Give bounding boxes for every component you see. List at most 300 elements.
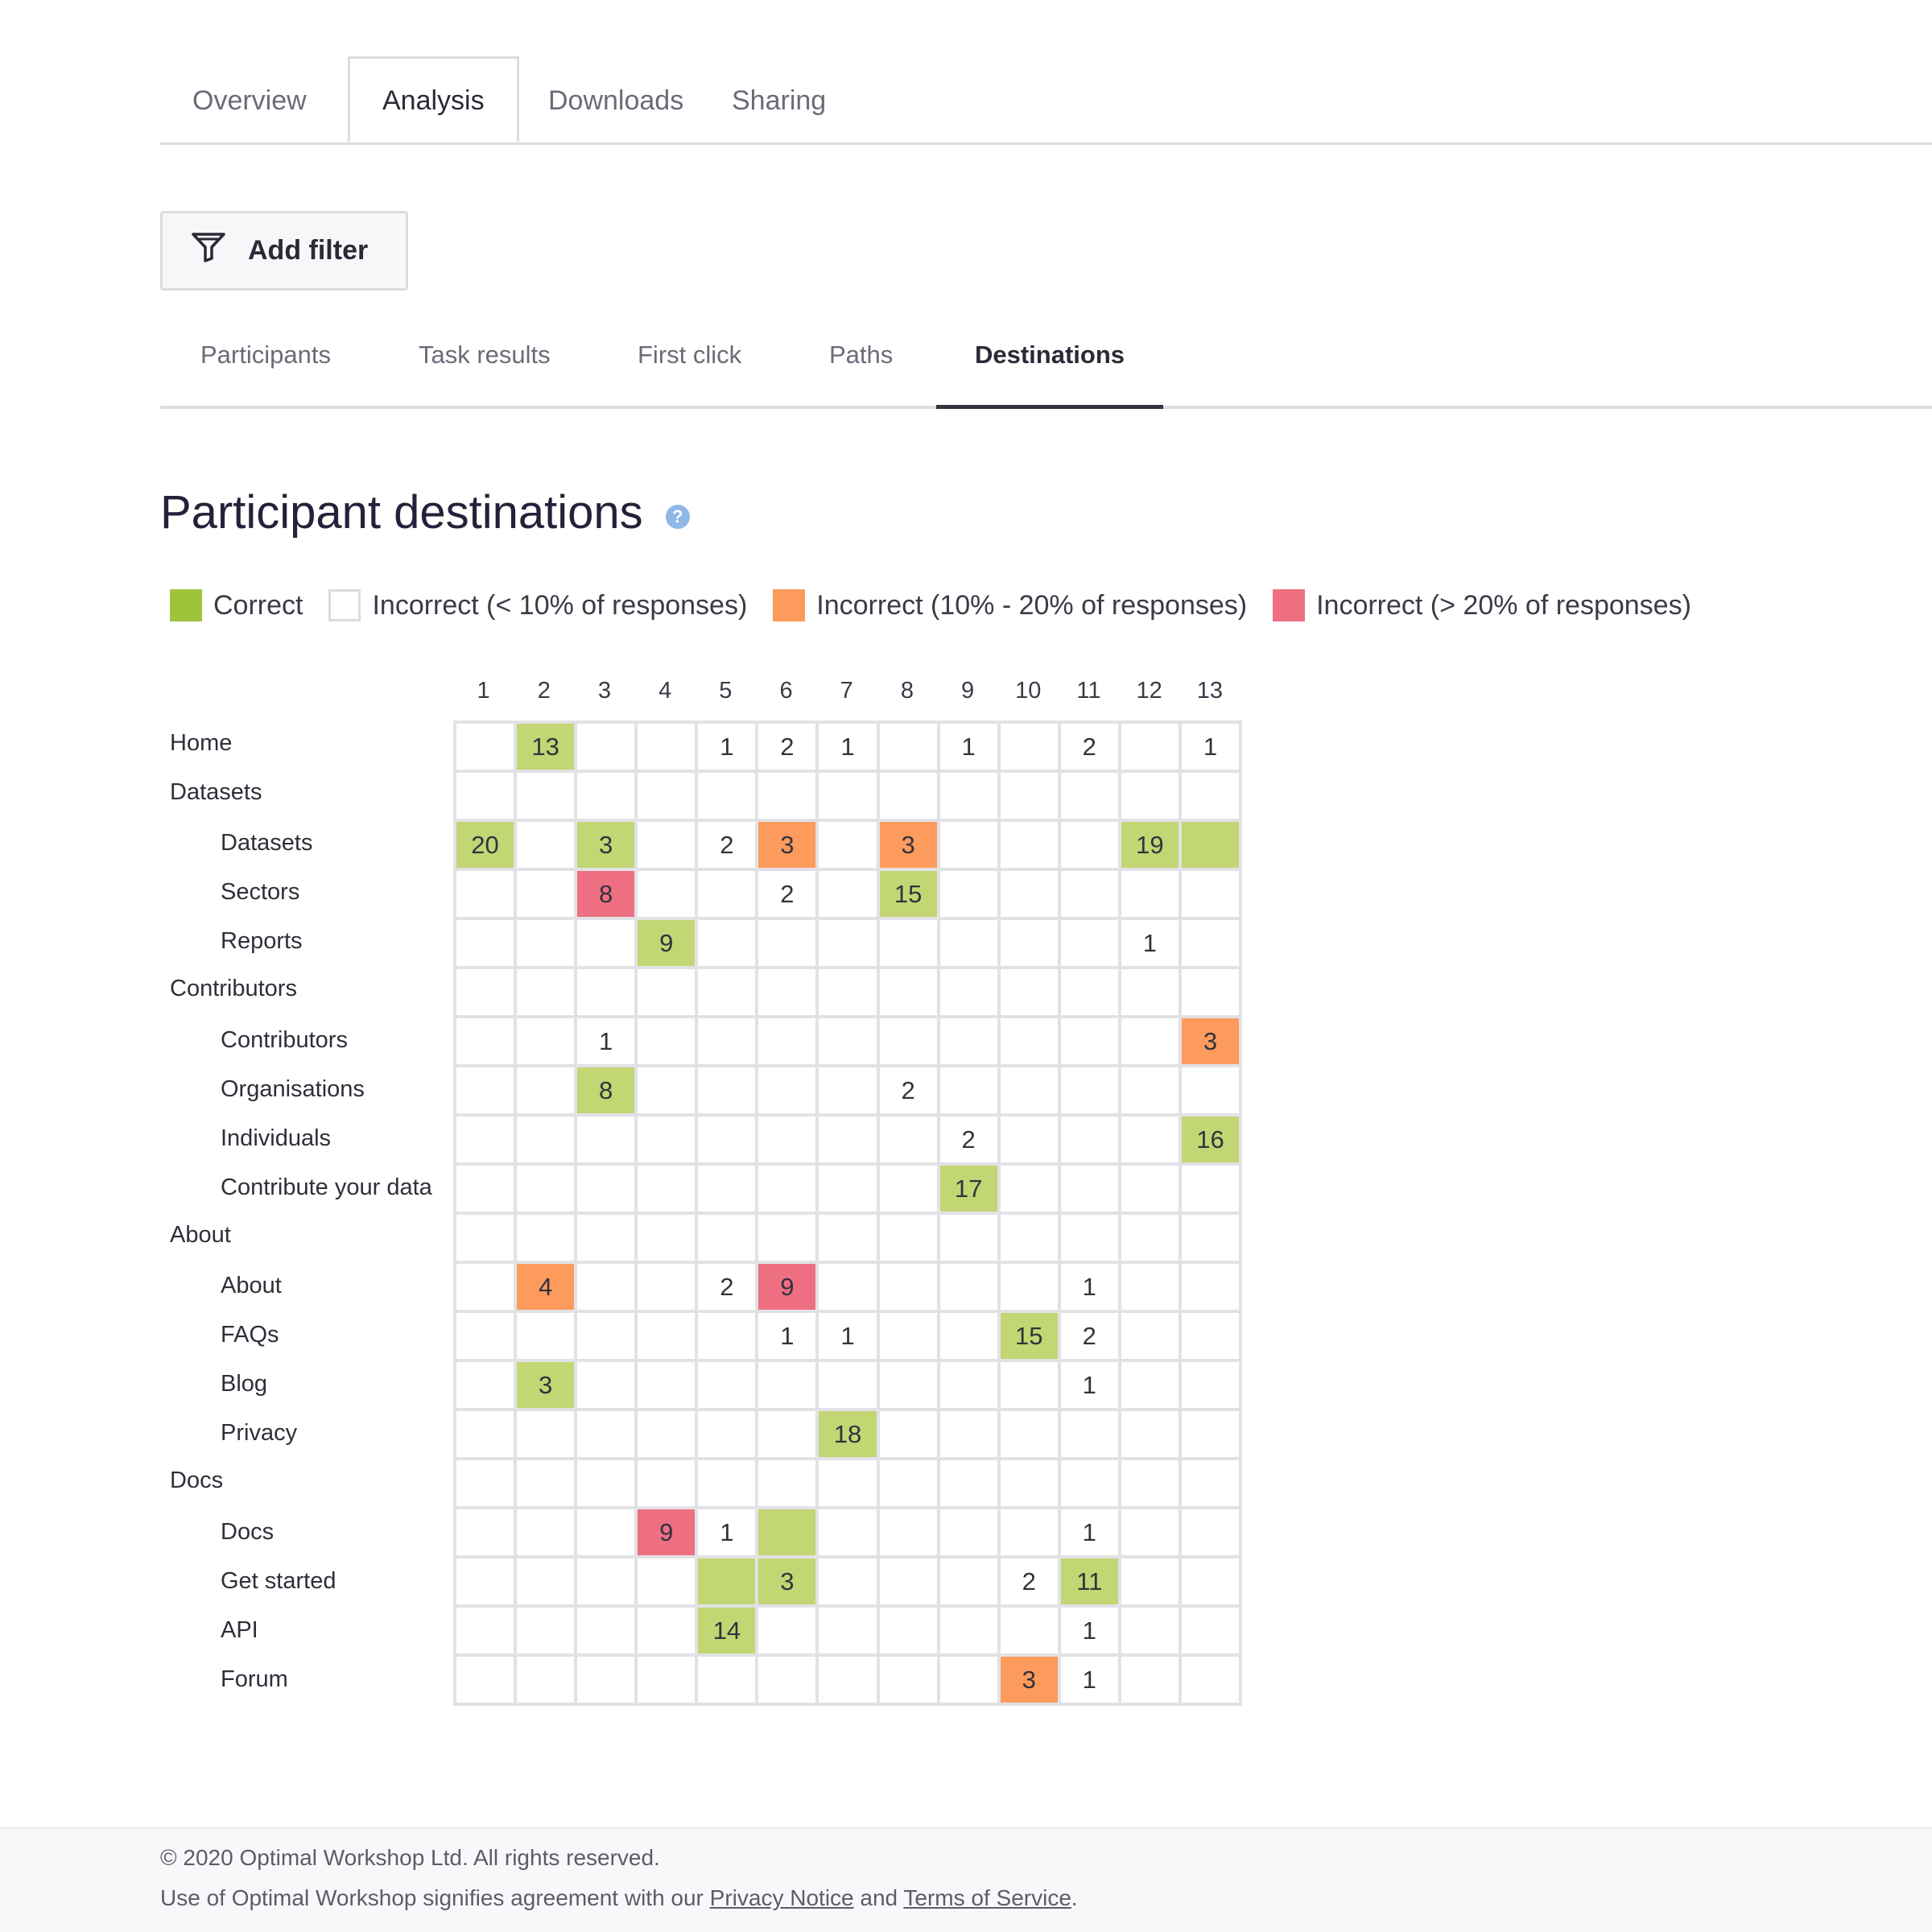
grid-cell [1182,1411,1239,1457]
grid-cell: 4 [517,1264,574,1310]
row-labels [170,720,452,1704]
grid-cell [1061,1166,1118,1212]
grid-cell: 13 [517,724,574,770]
row-label: Reports [221,928,303,955]
grid-cell [758,773,815,819]
row-label: Contributors [170,976,297,1002]
grid-cell [1001,724,1058,770]
grid-cell: 3 [517,1362,574,1408]
column-header: 5 [719,678,733,704]
grid-cell [456,1460,514,1506]
grid-cell [880,773,937,819]
grid-cell [880,1362,937,1408]
grid-cell [940,1657,997,1703]
grid-cell [517,773,574,819]
row-label: Home [170,730,233,756]
grid-cell [698,1411,755,1457]
grid-cell [698,920,755,966]
grid-cell [940,969,997,1015]
grid-cell [940,1460,997,1506]
grid-cell [638,1608,695,1653]
grid-cell [880,1313,937,1359]
grid-cell [577,920,634,966]
grid-cell [517,1657,574,1703]
grid-cell [1001,1018,1058,1064]
grid-cell [638,1362,695,1408]
grid-cell [1121,724,1179,770]
grid-cell [819,1166,876,1212]
grid-cell [1001,1264,1058,1310]
grid-cell [638,822,695,868]
grid-cell [1121,1362,1179,1408]
grid-cell [1001,1460,1058,1506]
grid-cell [1182,1067,1239,1113]
column-header: 12 [1136,678,1162,704]
grid-cell [1001,1067,1058,1113]
grid-cell [698,773,755,819]
grid-cell [577,1411,634,1457]
grid-cell [880,1264,937,1310]
grid-cell [517,871,574,917]
grid-cell: 8 [577,1067,634,1113]
grid-cell [517,1067,574,1113]
grid-cell [456,773,514,819]
grid-cell: 1 [698,724,755,770]
grid-cell [638,1460,695,1506]
grid-cell [638,1657,695,1703]
terms-of-service-link[interactable]: Terms of Service [903,1885,1071,1910]
row-label: FAQs [221,1322,279,1348]
grid-cell [880,1411,937,1457]
grid-cell: 15 [880,871,937,917]
grid-cell [1121,1411,1179,1457]
grid-cell [577,1215,634,1261]
grid-cell [819,969,876,1015]
grid-cell [638,1264,695,1310]
grid-cell [456,1313,514,1359]
grid-cell [456,1657,514,1703]
grid-cell [1121,1558,1179,1604]
grid-cell [880,1166,937,1212]
grid-cell [456,1362,514,1408]
tab-analysis[interactable]: Analysis [348,56,519,142]
grid-cell [1182,1657,1239,1703]
grid-cell [577,1460,634,1506]
grid-cell [880,920,937,966]
grid-cell: 16 [1182,1117,1239,1162]
grid-cell: 1 [758,1313,815,1359]
grid-cell [577,1166,634,1212]
grid-cell [638,1166,695,1212]
grid-cell [456,1117,514,1162]
grid-cell [698,871,755,917]
column-header: 9 [961,678,975,704]
grid-cell [1061,1018,1118,1064]
grid-cell [1121,1018,1179,1064]
grid-cell [1182,773,1239,819]
grid-cell [880,1657,937,1703]
grid-cell [638,1411,695,1457]
grid-cell [638,1067,695,1113]
column-header: 10 [1015,678,1042,704]
grid-cell [940,1313,997,1359]
grid-cell [819,773,876,819]
grid-cell [1182,969,1239,1015]
privacy-notice-link[interactable]: Privacy Notice [709,1885,854,1910]
grid-cell [758,1509,815,1555]
tab-sharing[interactable]: Sharing [732,85,827,116]
subtab-task-results[interactable]: Task results [419,341,551,369]
grid-cell [638,871,695,917]
grid-cell [758,1460,815,1506]
add-filter-label: Add filter [248,235,369,266]
grid-cell [758,1411,815,1457]
grid-cell [456,920,514,966]
column-header: 2 [537,678,551,704]
grid-cell [1061,920,1118,966]
grid-cell [577,773,634,819]
legend-incorrect-mid [773,589,1247,621]
grid-cell [1121,1460,1179,1506]
grid-cell [1182,1558,1239,1604]
grid-cell: 1 [819,724,876,770]
grid-cell [698,1362,755,1408]
grid-cell: 3 [1001,1657,1058,1703]
grid-cell: 9 [758,1264,815,1310]
grid-cell [698,1018,755,1064]
grid-cell [819,1657,876,1703]
grid-cell [758,1215,815,1261]
grid-cell [880,1117,937,1162]
grid-cell [1121,1166,1179,1212]
grid-cell [1061,969,1118,1015]
add-filter-button[interactable] [160,211,408,291]
subtab-paths[interactable]: Paths [829,341,894,369]
subtab-destinations[interactable]: Destinations [936,322,1163,409]
grid-cell: 9 [638,920,695,966]
legend-label: Incorrect (> 20% of responses) [1316,589,1691,621]
grid-cell: 1 [577,1018,634,1064]
grid-cell: 3 [758,1558,815,1604]
grid-cell [819,1215,876,1261]
grid-cell [517,1215,574,1261]
legend-swatch-incorrect-low [328,589,361,621]
row-label: Datasets [170,779,262,806]
grid-cell [698,1166,755,1212]
grid-cell [638,1018,695,1064]
row-label: About [221,1273,282,1299]
grid-cell [819,1558,876,1604]
grid-cell [1121,871,1179,917]
grid-cell [880,969,937,1015]
grid-cell [819,1460,876,1506]
grid-cell [758,1657,815,1703]
grid-cell [1121,1215,1179,1261]
column-headers [453,678,1240,704]
row-label: Docs [221,1518,275,1545]
column-header: 6 [779,678,793,704]
grid-cell [819,1362,876,1408]
grid-cell: 3 [758,822,815,868]
column-header: 8 [900,678,914,704]
page-title [160,485,690,539]
grid-cell [940,773,997,819]
row-label: Get started [221,1567,336,1594]
grid-cell [1121,1657,1179,1703]
grid-cell [517,1608,574,1653]
grid-cell [1001,920,1058,966]
grid-cell [698,1067,755,1113]
grid-cell: 2 [940,1117,997,1162]
grid-cell [940,1264,997,1310]
grid-cell [517,1558,574,1604]
grid-cell [819,822,876,868]
grid-cell: 1 [1121,920,1179,966]
grid-cell [577,1362,634,1408]
grid-cell [638,724,695,770]
grid-cell: 1 [1061,1608,1118,1653]
grid-cell [1001,969,1058,1015]
main-tabs [160,59,1932,145]
grid-cell [758,1362,815,1408]
column-header: 4 [658,678,672,704]
grid-cell [1061,1460,1118,1506]
grid-cell [819,1018,876,1064]
grid-cell [940,871,997,917]
grid-cell [819,1264,876,1310]
grid-cell [517,1411,574,1457]
grid-cell [517,969,574,1015]
grid-cell [940,1362,997,1408]
grid-cell [940,1411,997,1457]
grid-cell [698,1657,755,1703]
grid-cell [456,1608,514,1653]
grid-cell [1061,773,1118,819]
legend-incorrect-low [328,589,747,621]
grid-cell [577,1608,634,1653]
legend-label: Incorrect (< 10% of responses) [372,589,748,621]
row-label: Docs [170,1468,224,1494]
grid-cell [940,1509,997,1555]
column-header: 7 [840,678,853,704]
grid-cell [940,1558,997,1604]
grid-cell: 2 [698,1264,755,1310]
grid-cell [1121,1067,1179,1113]
grid-cell [577,1264,634,1310]
grid-cell [1182,1608,1239,1653]
grid-cell [1001,773,1058,819]
grid-cell [880,724,937,770]
grid-cell [758,1166,815,1212]
grid-cell [698,1313,755,1359]
grid-cell [940,1067,997,1113]
grid-cell [1121,1264,1179,1310]
grid-cell [758,1018,815,1064]
grid-cell [517,920,574,966]
grid-cell [1001,871,1058,917]
grid-cell: 1 [940,724,997,770]
grid-cell: 1 [1061,1657,1118,1703]
grid-cell [1121,1509,1179,1555]
grid-cell [638,1117,695,1162]
grid-cell [1182,1362,1239,1408]
grid-cell [1061,1215,1118,1261]
grid-cell [880,1018,937,1064]
grid-cell [577,969,634,1015]
grid-cell [1182,1313,1239,1359]
grid-cell [940,1608,997,1653]
grid-cell: 2 [758,724,815,770]
grid-cell [1061,1067,1118,1113]
grid-cell [1061,1117,1118,1162]
grid-cell [698,1117,755,1162]
grid-cell: 1 [1182,724,1239,770]
grid-cell [819,1117,876,1162]
row-label: API [221,1616,258,1643]
grid-cell [456,871,514,917]
grid-cell [1121,773,1179,819]
grid-cell [638,1215,695,1261]
grid-cell [758,920,815,966]
grid-cell [456,969,514,1015]
footer [0,1827,1932,1932]
grid-cell [456,1215,514,1261]
column-header: 1 [477,678,490,704]
grid-cell [1001,1166,1058,1212]
legend-swatch-incorrect-high [1273,589,1305,621]
grid-cell [456,1411,514,1457]
grid-cell: 1 [1061,1509,1118,1555]
grid-cell [1001,1215,1058,1261]
grid-cell [1121,969,1179,1015]
grid-cell [1061,822,1118,868]
grid-cell: 2 [758,871,815,917]
grid-cell [1182,822,1239,868]
grid-cell [880,1509,937,1555]
grid-cell: 8 [577,871,634,917]
grid-cell [1001,822,1058,868]
row-label: Individuals [221,1125,332,1151]
grid-cell [577,1117,634,1162]
row-label: Organisations [221,1075,365,1102]
grid-cell [880,1215,937,1261]
grid-cell [819,871,876,917]
grid-cell [1182,1460,1239,1506]
row-label: About [170,1221,231,1248]
grid-cell [1182,920,1239,966]
grid-cell [456,1067,514,1113]
copyright: © 2020 Optimal Workshop Ltd. All rights reserved. [160,1845,660,1870]
subtab-first-click[interactable]: First click [638,341,742,369]
grid-cell [517,1509,574,1555]
filter-icon [192,232,248,270]
grid-cell [880,1558,937,1604]
grid-cell [758,1067,815,1113]
grid-cell: 1 [698,1509,755,1555]
row-label: Privacy [221,1420,298,1447]
grid-cell [758,969,815,1015]
grid-cell: 9 [638,1509,695,1555]
subtab-participants[interactable]: Participants [200,341,331,369]
tab-downloads[interactable]: Downloads [548,85,684,116]
grid-cell [1001,1117,1058,1162]
page-title-text: Participant destinations [160,486,643,539]
agreement-prefix: Use of Optimal Workshop signifies agreement with our [160,1885,710,1910]
grid-cell [1182,1509,1239,1555]
grid-cell: 2 [1061,1313,1118,1359]
grid-cell [758,1117,815,1162]
grid-cell [456,1558,514,1604]
grid-cell [456,724,514,770]
grid-cell [1121,1117,1179,1162]
agreement-text [160,1885,1078,1911]
grid-cell: 20 [456,822,514,868]
tab-overview[interactable]: Overview [192,85,307,116]
grid-cell [517,1166,574,1212]
grid-cell [698,969,755,1015]
grid-cell: 1 [819,1313,876,1359]
grid-cell: 2 [1001,1558,1058,1604]
grid-cell [940,822,997,868]
grid-cell [638,773,695,819]
grid-cell [1001,1509,1058,1555]
grid-cell [577,724,634,770]
row-label: Contributors [221,1026,348,1053]
grid-cell: 15 [1001,1313,1058,1359]
legend-label: Incorrect (10% - 20% of responses) [816,589,1248,621]
grid-cell: 3 [880,822,937,868]
grid-cell [456,1264,514,1310]
grid-cell [1061,1411,1118,1457]
grid-cell [698,1215,755,1261]
legend-swatch-correct [170,589,202,621]
column-header: 11 [1076,678,1101,704]
grid-cell: 2 [698,822,755,868]
grid-cell [698,1460,755,1506]
grid-cell: 3 [1182,1018,1239,1064]
grid-cell [819,1067,876,1113]
grid-cell [456,1166,514,1212]
agreement-suffix: . [1071,1885,1078,1910]
agreement-and: and [853,1885,904,1910]
help-icon[interactable]: ? [666,505,690,529]
grid-cell [638,1558,695,1604]
grid-cell [1182,1264,1239,1310]
grid-cell [517,1018,574,1064]
grid-cell: 1 [1061,1264,1118,1310]
grid-cell [758,1608,815,1653]
grid-cell [1061,871,1118,917]
grid-cell [819,1608,876,1653]
grid-cell [577,1313,634,1359]
grid-cell: 11 [1061,1558,1118,1604]
legend-incorrect-high [1273,589,1691,621]
column-header: 13 [1196,678,1223,704]
legend [170,589,1717,621]
grid-cell [940,1215,997,1261]
grid-cell [1001,1362,1058,1408]
grid-cell [517,1117,574,1162]
grid-cell [638,969,695,1015]
grid-cell [577,1558,634,1604]
legend-swatch-incorrect-mid [773,589,805,621]
grid-cell [1001,1608,1058,1653]
grid-cell: 17 [940,1166,997,1212]
grid-cell [940,920,997,966]
grid-cell: 2 [880,1067,937,1113]
grid-cell [517,1313,574,1359]
grid-cell [517,1460,574,1506]
